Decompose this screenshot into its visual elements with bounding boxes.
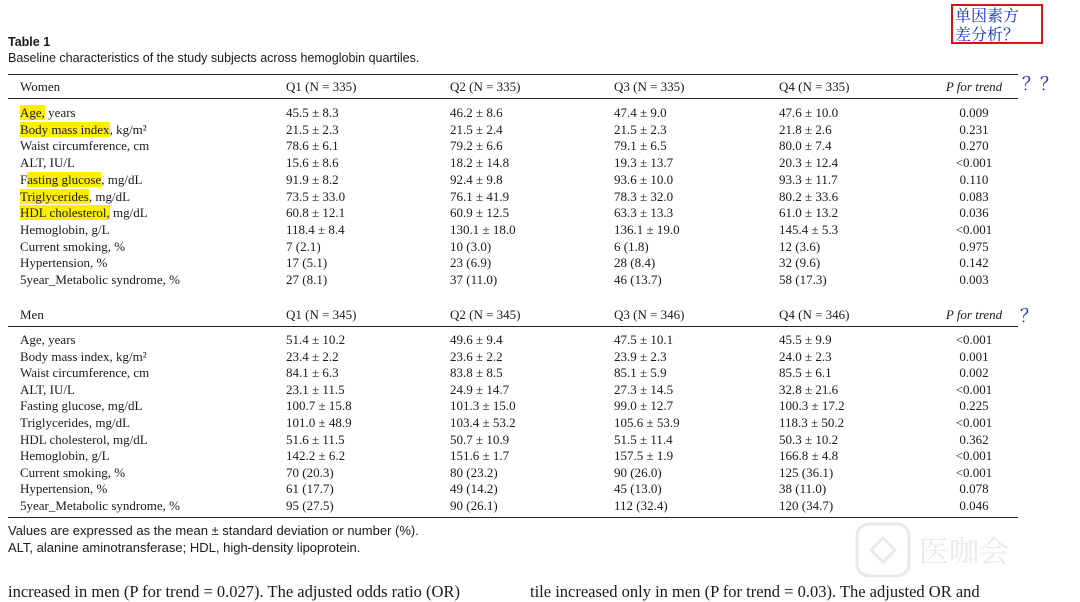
- row-label: [20, 381, 75, 398]
- cell-q3: 6 (1.8): [614, 238, 649, 254]
- row-label-text: Hypertension, %: [20, 255, 108, 271]
- cell-q4: 47.6 ± 10.0: [779, 105, 839, 120]
- men-header-row: [0, 306, 1080, 323]
- cell-q1: 95 (27.5): [286, 498, 334, 513]
- row-label: [20, 204, 148, 221]
- cell-q1: 27 (8.1): [286, 272, 328, 287]
- cell-q4: 24.0 ± 2.3: [779, 348, 832, 364]
- cell-q4: 61.0 ± 13.2: [779, 205, 839, 221]
- cell-q1: 100.7 ± 15.8: [286, 398, 352, 414]
- cell-q2: 103.4 ± 53.2: [450, 415, 516, 430]
- men-p-header: P for trend: [945, 307, 1003, 322]
- cell-q4: 45.5 ± 9.9: [779, 332, 832, 347]
- cell-q2: 101.3 ± 15.0: [450, 398, 516, 414]
- cell-q3: 47.4 ± 9.0: [614, 105, 667, 120]
- table-row: [0, 464, 1080, 481]
- cell-q1: 61 (17.7): [286, 481, 334, 497]
- row-label-text: Hypertension, %: [20, 481, 108, 497]
- footnote-line-2: ALT, alanine aminotransferase; HDL, high-density lipoprotein.: [8, 540, 361, 555]
- men-q1-header: Q1 (N = 345): [286, 307, 357, 322]
- cell-q4: 58 (17.3): [779, 272, 827, 287]
- cell-p: 0.009: [959, 105, 989, 120]
- cell-p: 0.225: [959, 398, 989, 414]
- cell-q1: 78.6 ± 6.1: [286, 138, 339, 154]
- table-row: [0, 154, 1080, 171]
- cell-q2: 24.9 ± 14.7: [450, 381, 510, 397]
- men-header-rule: [8, 326, 1018, 327]
- row-label: [20, 121, 147, 138]
- row-label-text: HDL cholesterol, mg/dL: [20, 431, 148, 447]
- table-row: [0, 348, 1080, 365]
- top-rule: [8, 74, 1018, 75]
- table-caption: Baseline characteristics of the study subjects across hemoglobin quartiles.: [8, 51, 420, 65]
- cell-q3: 47.5 ± 10.1: [614, 332, 674, 347]
- cell-q1: 101.0 ± 48.9: [286, 415, 352, 430]
- men-q4-header: Q4 (N = 346): [779, 307, 850, 322]
- cell-q2: 76.1 ± 41.9: [450, 188, 510, 204]
- cell-q3: 27.3 ± 14.5: [614, 381, 674, 397]
- cell-q4: 85.5 ± 6.1: [779, 365, 832, 381]
- cell-q1: 45.5 ± 8.3: [286, 105, 339, 120]
- table-row: [0, 254, 1080, 271]
- cell-q3: 46 (13.7): [614, 272, 662, 287]
- cell-p: <0.001: [955, 415, 993, 430]
- table-row: [0, 364, 1080, 381]
- row-label-text: Body mass index, kg/m²: [20, 348, 147, 364]
- cell-q1: 7 (2.1): [286, 238, 321, 254]
- cell-q1: 73.5 ± 33.0: [286, 188, 346, 204]
- women-header-rule: [8, 98, 1018, 99]
- table-row: [0, 137, 1080, 154]
- cell-q3: 21.5 ± 2.3: [614, 121, 667, 137]
- cell-q3: 79.1 ± 6.5: [614, 138, 667, 154]
- cell-q1: 51.4 ± 10.2: [286, 332, 346, 347]
- cell-p: 0.975: [959, 238, 989, 254]
- row-label-text: mg/dL: [109, 205, 148, 221]
- cell-q1: 23.4 ± 2.2: [286, 348, 339, 364]
- cell-q3: 28 (8.4): [614, 255, 656, 271]
- row-label: [20, 348, 147, 365]
- row-label: [20, 497, 180, 514]
- row-label-text: Fasting glucose, mg/dL: [20, 398, 143, 414]
- women-q1-header: Q1 (N = 335): [286, 79, 357, 94]
- table-row: [0, 238, 1080, 255]
- cell-p: 0.362: [959, 431, 989, 447]
- body-text-right: tile increased only in men (P for trend = 0.03). The adjusted OR and: [530, 582, 980, 601]
- cell-q2: 37 (11.0): [450, 272, 498, 287]
- cell-p: <0.001: [955, 221, 993, 237]
- cell-q1: 60.8 ± 12.1: [286, 205, 346, 221]
- cell-q2: 92.4 ± 9.8: [450, 171, 503, 187]
- cell-q2: 83.8 ± 8.5: [450, 365, 503, 381]
- highlighted-label: asting glucose: [27, 171, 102, 187]
- cell-q4: 80.2 ± 33.6: [779, 188, 839, 204]
- cell-q2: 18.2 ± 14.8: [450, 155, 510, 171]
- row-label: [20, 221, 110, 238]
- row-label-text: 5year_Metabolic syndrome, %: [20, 498, 180, 513]
- cell-q3: 45 (13.0): [614, 481, 662, 497]
- cell-q4: 50.3 ± 10.2: [779, 431, 839, 447]
- annotation-question-marks-women: ？？: [1022, 74, 1058, 95]
- cell-p: 0.078: [959, 481, 989, 497]
- table-row: [0, 414, 1080, 431]
- cell-p: 0.046: [959, 498, 989, 513]
- highlighted-label: Body mass index: [20, 121, 110, 137]
- cell-q2: 60.9 ± 12.5: [450, 205, 510, 221]
- body-text-left: increased in men (P for trend = 0.027). The adjusted odds ratio (OR): [8, 582, 460, 601]
- table-row: [0, 480, 1080, 497]
- cell-q2: 49 (14.2): [450, 481, 498, 497]
- cell-q4: 32 (9.6): [779, 255, 821, 271]
- row-label-prefix: F: [20, 171, 28, 187]
- women-q2-header: Q2 (N = 335): [450, 79, 521, 94]
- cell-q3: 85.1 ± 5.9: [614, 365, 667, 381]
- row-label: [20, 431, 148, 448]
- cell-p: 0.036: [959, 205, 989, 221]
- cell-q3: 19.3 ± 13.7: [614, 155, 674, 171]
- cell-q4: 32.8 ± 21.6: [779, 381, 839, 397]
- cell-q3: 51.5 ± 11.4: [614, 431, 673, 447]
- row-label: [20, 137, 149, 154]
- cell-q3: 90 (26.0): [614, 464, 662, 480]
- table-row: [0, 221, 1080, 238]
- cell-p: <0.001: [955, 448, 993, 464]
- row-label: [20, 364, 149, 381]
- men-group-label: Men: [20, 307, 44, 322]
- row-label: [20, 464, 125, 481]
- table-row: [0, 121, 1080, 138]
- watermark-text: 医咖会: [919, 535, 1009, 570]
- row-label: [20, 480, 107, 497]
- row-label-text: Hemoglobin, g/L: [20, 221, 110, 237]
- cell-q4: 125 (36.1): [779, 464, 834, 480]
- bottom-rule: [8, 517, 1018, 518]
- table-row: [0, 331, 1080, 348]
- row-label-text: Current smoking, %: [20, 238, 126, 254]
- cell-q3: 99.0 ± 12.7: [614, 398, 674, 414]
- table-row: [0, 104, 1080, 121]
- footnote-line-1: Values are expressed as the mean ± standard deviation or number (%).: [8, 523, 419, 538]
- table-row: [0, 497, 1080, 514]
- row-label: [20, 331, 76, 348]
- cell-p: 0.110: [959, 171, 989, 187]
- row-label: [20, 238, 125, 255]
- table-row: [0, 431, 1080, 448]
- annotation-line-2: 差分析？: [955, 25, 1020, 44]
- row-label-text: Current smoking, %: [20, 464, 126, 480]
- table-row: [0, 381, 1080, 398]
- men-q2-header: Q2 (N = 345): [450, 307, 521, 322]
- row-label: [20, 104, 76, 121]
- cell-p: <0.001: [955, 332, 993, 347]
- row-label: [20, 188, 130, 205]
- cell-p: <0.001: [955, 464, 993, 480]
- row-label-text: , mg/dL: [88, 188, 131, 204]
- cell-q4: 120 (34.7): [779, 498, 834, 513]
- cell-q4: 145.4 ± 5.3: [779, 221, 839, 237]
- cell-q4: 118.3 ± 50.2: [779, 415, 845, 430]
- cell-q2: 46.2 ± 8.6: [450, 105, 503, 120]
- cell-p: 0.001: [959, 348, 989, 364]
- highlighted-label: HDL cholesterol,: [20, 205, 110, 221]
- cell-q4: 38 (11.0): [779, 481, 827, 497]
- annotation-line-1: 单因素方: [955, 6, 1020, 25]
- row-label-text: Waist circumference, cm: [20, 365, 150, 381]
- cell-q2: 130.1 ± 18.0: [450, 221, 516, 237]
- cell-q3: 93.6 ± 10.0: [614, 171, 674, 187]
- row-label-text: 5year_Metabolic syndrome, %: [20, 272, 180, 287]
- cell-q2: 23.6 ± 2.2: [450, 348, 503, 364]
- cell-q3: 105.6 ± 53.9: [614, 415, 680, 430]
- table-title: Table 1: [8, 35, 51, 49]
- cell-q2: 21.5 ± 2.4: [450, 121, 503, 137]
- cell-q3: 78.3 ± 32.0: [614, 188, 674, 204]
- annotation-question-mark-men: ？: [1020, 306, 1038, 327]
- highlighted-label: Triglycerides: [20, 188, 89, 204]
- cell-q2: 151.6 ± 1.7: [450, 448, 510, 464]
- cell-p: 0.003: [959, 272, 989, 287]
- women-q4-header: Q4 (N = 335): [779, 79, 850, 94]
- cell-p: <0.001: [955, 155, 993, 171]
- cell-q3: 23.9 ± 2.3: [614, 348, 667, 364]
- women-group-label: Women: [20, 79, 61, 94]
- row-label-text: , mg/dL: [101, 171, 143, 187]
- cell-q1: 91.9 ± 8.2: [286, 171, 339, 187]
- row-label: [20, 271, 180, 288]
- table-row: [0, 204, 1080, 221]
- row-label-text: Triglycerides, mg/dL: [20, 415, 131, 430]
- cell-q4: 93.3 ± 11.7: [779, 171, 838, 187]
- row-label: [20, 254, 107, 271]
- cell-p: 0.002: [959, 365, 989, 381]
- cell-q2: 50.7 ± 10.9: [450, 431, 510, 447]
- cell-p: <0.001: [955, 381, 993, 397]
- row-label-text: ALT, IU/L: [20, 155, 75, 171]
- cell-q2: 80 (23.2): [450, 464, 498, 480]
- cell-q1: 15.6 ± 8.6: [286, 155, 339, 171]
- row-label: [20, 414, 130, 431]
- row-label: [20, 397, 142, 414]
- table-row: [0, 188, 1080, 205]
- row-label: [20, 171, 142, 188]
- row-label: [20, 447, 110, 464]
- table-footnote: [8, 522, 419, 556]
- cell-p: 0.142: [959, 255, 989, 271]
- cell-q1: 118.4 ± 8.4: [286, 221, 345, 237]
- women-q3-header: Q3 (N = 335): [614, 79, 685, 94]
- cell-q1: 21.5 ± 2.3: [286, 121, 339, 137]
- table-row: [0, 447, 1080, 464]
- cell-p: 0.270: [959, 138, 989, 154]
- annotation-box: [951, 4, 1043, 44]
- cell-p: 0.083: [959, 188, 989, 204]
- cell-q4: 80.0 ± 7.4: [779, 138, 832, 154]
- cell-q4: 100.3 ± 17.2: [779, 398, 845, 414]
- cell-q1: 142.2 ± 6.2: [286, 448, 346, 464]
- row-label-text: years: [44, 105, 76, 120]
- cell-q4: 21.8 ± 2.6: [779, 121, 832, 137]
- cell-q1: 51.6 ± 11.5: [286, 431, 345, 447]
- cell-q3: 157.5 ± 1.9: [614, 448, 674, 464]
- cell-q1: 23.1 ± 11.5: [286, 381, 345, 397]
- table-row: [0, 271, 1080, 288]
- cell-q2: 49.6 ± 9.4: [450, 332, 503, 347]
- cell-q2: 79.2 ± 6.6: [450, 138, 503, 154]
- cell-p: 0.231: [959, 121, 989, 137]
- cell-q1: 84.1 ± 6.3: [286, 365, 339, 381]
- highlighted-label: Age,: [20, 105, 45, 120]
- cell-q2: 10 (3.0): [450, 238, 492, 254]
- cell-q4: 12 (3.6): [779, 238, 821, 254]
- cell-q2: 23 (6.9): [450, 255, 492, 271]
- watermark-logo: [855, 520, 1055, 580]
- row-label-text: Hemoglobin, g/L: [20, 448, 110, 464]
- cell-q3: 112 (32.4): [614, 498, 668, 513]
- men-q3-header: Q3 (N = 346): [614, 307, 685, 322]
- women-p-header: P for trend: [945, 79, 1003, 94]
- cell-q4: 166.8 ± 4.8: [779, 448, 839, 464]
- row-label-text: Age, years: [20, 332, 76, 347]
- cell-q2: 90 (26.1): [450, 498, 498, 513]
- cell-q4: 20.3 ± 12.4: [779, 155, 839, 171]
- cell-q3: 63.3 ± 13.3: [614, 205, 674, 221]
- row-label-text: , kg/m²: [109, 121, 147, 137]
- cell-q1: 17 (5.1): [286, 255, 328, 271]
- cell-q1: 70 (20.3): [286, 464, 334, 480]
- cell-q3: 136.1 ± 19.0: [614, 221, 680, 237]
- women-header-row: [0, 78, 1080, 95]
- row-label: [20, 154, 75, 171]
- row-label-text: ALT, IU/L: [20, 381, 75, 397]
- row-label-text: Waist circumference, cm: [20, 138, 150, 154]
- table-row: [0, 171, 1080, 188]
- table-row: [0, 397, 1080, 414]
